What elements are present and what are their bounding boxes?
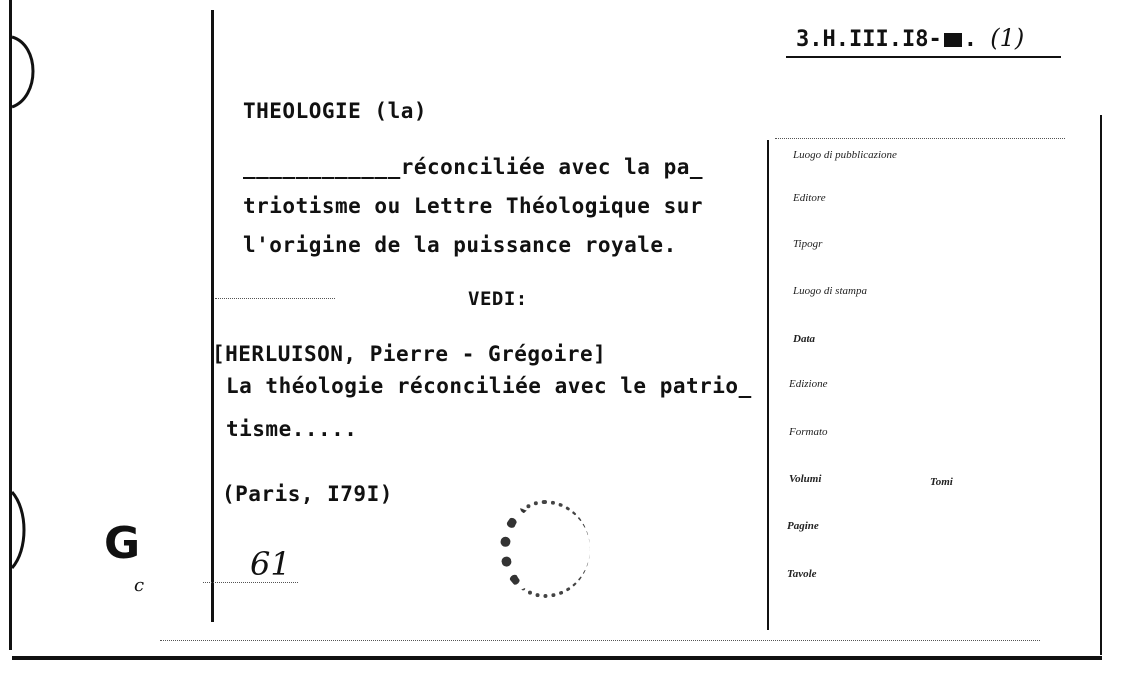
title-line-3: l'origine de la puissance royale.: [243, 233, 677, 257]
field-volumi: Volumi: [789, 473, 822, 485]
field-pagine: Pagine: [787, 520, 819, 532]
bottom-rule: [12, 656, 1102, 660]
field-data: Data: [793, 333, 815, 345]
blotted-digit: [944, 33, 962, 47]
field-tomi: Tomi: [930, 476, 953, 488]
call-number: 3.H.III.I8- . (1): [796, 24, 1025, 52]
reference-line-2: tisme.....: [226, 417, 358, 441]
bottom-dotted-rule: [160, 640, 1040, 641]
reference-line-1: La théologie réconciliée avec le patrio_: [226, 374, 752, 398]
call-number-underline: [786, 56, 1061, 58]
library-stamp: [500, 500, 590, 598]
field-luogo-pubblicazione: Luogo di pubblicazione: [793, 149, 897, 161]
form-divider: [767, 140, 769, 630]
subject-heading: THEOLOGIE (la): [243, 99, 428, 123]
author-line: [HERLUISON, Pierre - Grégoire]: [212, 342, 607, 366]
field-luogo-stampa: Luogo di stampa: [793, 285, 867, 297]
handwritten-number: 61: [250, 545, 291, 583]
punch-hole-mark-lower: [10, 490, 30, 570]
call-number-suffix: (1): [990, 24, 1025, 52]
vedi-dotted-rule: [215, 298, 335, 299]
vedi-label: VEDI:: [468, 288, 528, 310]
field-editore: Editore: [793, 192, 826, 204]
form-top-dotted-rule: [775, 138, 1065, 139]
field-tavole: Tavole: [787, 568, 817, 580]
main-vertical-rule: [211, 10, 214, 622]
margin-letter: G: [104, 518, 141, 569]
title-line-1: ____________réconciliée avec la pa_: [243, 155, 704, 179]
call-number-text: 3.H.III.I8-: [796, 27, 942, 52]
place-date: (Paris, I79I): [222, 482, 393, 506]
punch-hole-mark: [10, 35, 40, 110]
margin-letter-small: c: [134, 575, 145, 596]
right-vertical-rule: [1100, 115, 1102, 655]
field-tipografo: Tipogr: [793, 238, 823, 250]
title-line-2: triotisme ou Lettre Théologique sur: [243, 194, 704, 218]
field-formato: Formato: [789, 426, 828, 438]
field-edizione: Edizione: [789, 378, 828, 390]
